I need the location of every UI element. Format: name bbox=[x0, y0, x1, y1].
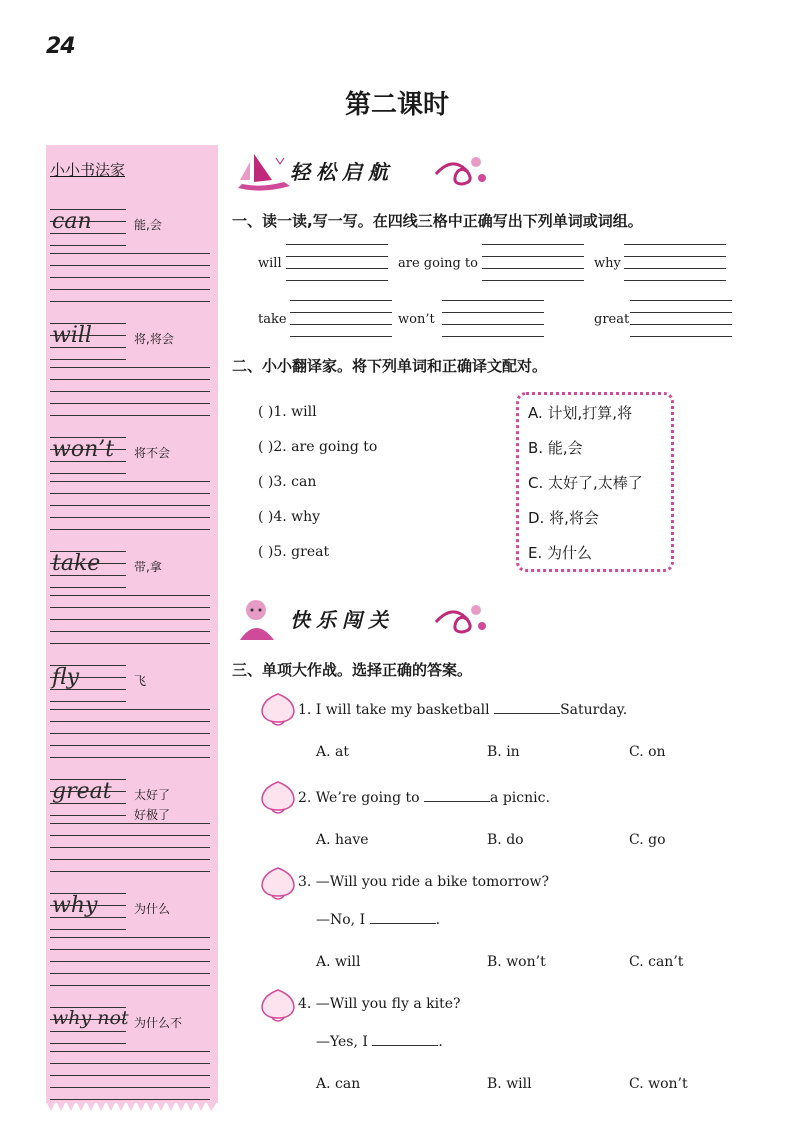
answer-option[interactable]: C. won’t bbox=[629, 1076, 688, 1092]
grid-word-label: won’t bbox=[398, 312, 435, 327]
peach-icon bbox=[258, 690, 298, 726]
practice-writing-lines bbox=[50, 481, 210, 533]
matching-item: ( )2. are going to bbox=[258, 439, 378, 455]
translation-option: D. 将,将会 bbox=[528, 509, 599, 527]
answer-option[interactable]: B. do bbox=[487, 832, 524, 848]
question-answer-line: —Yes, I . bbox=[316, 1034, 443, 1050]
vocab-meaning: 为什么不 bbox=[134, 1016, 183, 1030]
banner-title-2: 快乐闯关 bbox=[290, 608, 394, 632]
vocab-word: great bbox=[52, 779, 112, 804]
answer-option[interactable]: B. in bbox=[487, 744, 520, 760]
peach-icon bbox=[258, 864, 298, 900]
swirl-ornament-icon bbox=[432, 152, 488, 192]
section3-heading: 三、单项大作战。选择正确的答案。 bbox=[232, 661, 473, 679]
four-line-writing-grid[interactable] bbox=[290, 300, 392, 336]
swirl-ornament-icon bbox=[432, 600, 488, 640]
answer-blank[interactable] bbox=[372, 1032, 438, 1046]
matching-item: ( )1. will bbox=[258, 404, 317, 420]
matching-item: ( )5. great bbox=[258, 544, 330, 560]
matching-item: ( )3. can bbox=[258, 474, 317, 490]
translation-option: E. 为什么 bbox=[528, 544, 593, 562]
peach-icon bbox=[258, 986, 298, 1022]
translation-option: A. 计划,打算,将 bbox=[528, 404, 633, 422]
practice-writing-lines bbox=[50, 937, 210, 989]
vocab-block bbox=[46, 889, 218, 999]
question-text: 2. We’re going to bbox=[298, 790, 425, 806]
vocab-meaning: 将,将会 bbox=[134, 332, 174, 346]
four-line-writing-grid[interactable] bbox=[286, 244, 388, 280]
section-banner-1 bbox=[232, 148, 482, 194]
answer-blank[interactable] bbox=[370, 910, 436, 924]
answer-blank[interactable] bbox=[494, 700, 560, 714]
cartoon-kid-icon bbox=[232, 596, 288, 642]
vocab-meaning: 太好了 好极了 bbox=[134, 788, 171, 822]
section1-heading: 一、读一读,写一写。在四线三格中正确写出下列单词或词组。 bbox=[232, 212, 643, 230]
question-text: 4. —Will you fly a kite? bbox=[298, 996, 461, 1012]
answer-option[interactable]: A. can bbox=[316, 1076, 361, 1092]
matching-item: ( )4. why bbox=[258, 509, 321, 525]
question-stem bbox=[298, 874, 549, 890]
practice-writing-lines bbox=[50, 1051, 210, 1103]
four-line-writing-grid[interactable] bbox=[630, 300, 732, 336]
grid-word-label: are going to bbox=[398, 256, 478, 271]
question-stem bbox=[298, 996, 461, 1012]
vocab-meaning: 带,拿 bbox=[134, 560, 162, 574]
vocab-word: why bbox=[52, 893, 98, 918]
vocab-word: take bbox=[52, 551, 101, 576]
sailboat-icon bbox=[232, 148, 292, 194]
answer-option[interactable]: B. won’t bbox=[487, 954, 546, 970]
vocab-meaning: 飞 bbox=[134, 674, 147, 688]
vocab-block bbox=[46, 661, 218, 771]
answer-blank[interactable] bbox=[424, 788, 490, 802]
answer-option[interactable]: A. will bbox=[316, 954, 361, 970]
vocab-word: why not bbox=[52, 1007, 129, 1029]
section2-heading: 二、小小翻译家。将下列单词和正确译文配对。 bbox=[232, 357, 548, 375]
vocab-word: will bbox=[52, 323, 92, 348]
vocab-block bbox=[46, 205, 218, 315]
answer-option[interactable]: A. at bbox=[316, 744, 349, 760]
practice-writing-lines bbox=[50, 367, 210, 419]
grid-word-label: great bbox=[594, 312, 630, 327]
vocab-block bbox=[46, 775, 218, 885]
vocab-meaning: 为什么 bbox=[134, 902, 171, 916]
translation-option: B. 能,会 bbox=[528, 439, 583, 457]
vocab-block bbox=[46, 1003, 218, 1113]
practice-writing-lines bbox=[50, 595, 210, 647]
four-line-writing-grid[interactable] bbox=[624, 244, 726, 280]
grid-word-label: why bbox=[594, 256, 621, 271]
grid-word-label: take bbox=[258, 312, 287, 327]
answer-prefix: —No, I bbox=[316, 912, 370, 928]
banner-title-1: 轻松启航 bbox=[290, 160, 394, 184]
answer-prefix: —Yes, I bbox=[316, 1034, 373, 1050]
grid-word-label: will bbox=[258, 256, 282, 271]
section-banner-2 bbox=[232, 596, 482, 642]
practice-writing-lines bbox=[50, 709, 210, 761]
answer-option[interactable]: C. go bbox=[629, 832, 666, 848]
vocab-block bbox=[46, 547, 218, 657]
answer-option[interactable]: A. have bbox=[316, 832, 369, 848]
vocab-meaning: 能,会 bbox=[134, 218, 162, 232]
question-text: 3. —Will you ride a bike tomorrow? bbox=[298, 874, 550, 890]
question-answer-line: —No, I . bbox=[316, 912, 441, 928]
vocab-block bbox=[46, 319, 218, 429]
answer-option[interactable]: B. will bbox=[487, 1076, 532, 1092]
question-stem bbox=[298, 788, 550, 806]
question-text: 1. I will take my basketball bbox=[298, 702, 495, 718]
question-text-end: Saturday. bbox=[560, 702, 628, 718]
vocab-word: fly bbox=[52, 665, 80, 690]
peach-icon bbox=[258, 778, 298, 814]
four-line-writing-grid[interactable] bbox=[442, 300, 544, 336]
answer-option[interactable]: C. can’t bbox=[629, 954, 684, 970]
vocab-word: won’t bbox=[52, 437, 115, 462]
four-line-writing-grid[interactable] bbox=[482, 244, 584, 280]
answer-option[interactable]: C. on bbox=[629, 744, 666, 760]
sidebar-heading: 小小书法家 bbox=[50, 161, 126, 179]
question-stem bbox=[298, 700, 627, 718]
page-number: 24 bbox=[46, 34, 75, 59]
translation-option: C. 太好了,太棒了 bbox=[528, 474, 643, 492]
lesson-title: 第二课时 bbox=[344, 90, 449, 120]
practice-writing-lines bbox=[50, 253, 210, 305]
vocab-meaning: 将不会 bbox=[134, 446, 171, 460]
calligraphy-sidebar bbox=[46, 145, 218, 1103]
practice-writing-lines bbox=[50, 823, 210, 875]
vocab-block bbox=[46, 433, 218, 543]
vocab-word: can bbox=[52, 209, 92, 234]
question-text-end: a picnic. bbox=[490, 790, 550, 806]
